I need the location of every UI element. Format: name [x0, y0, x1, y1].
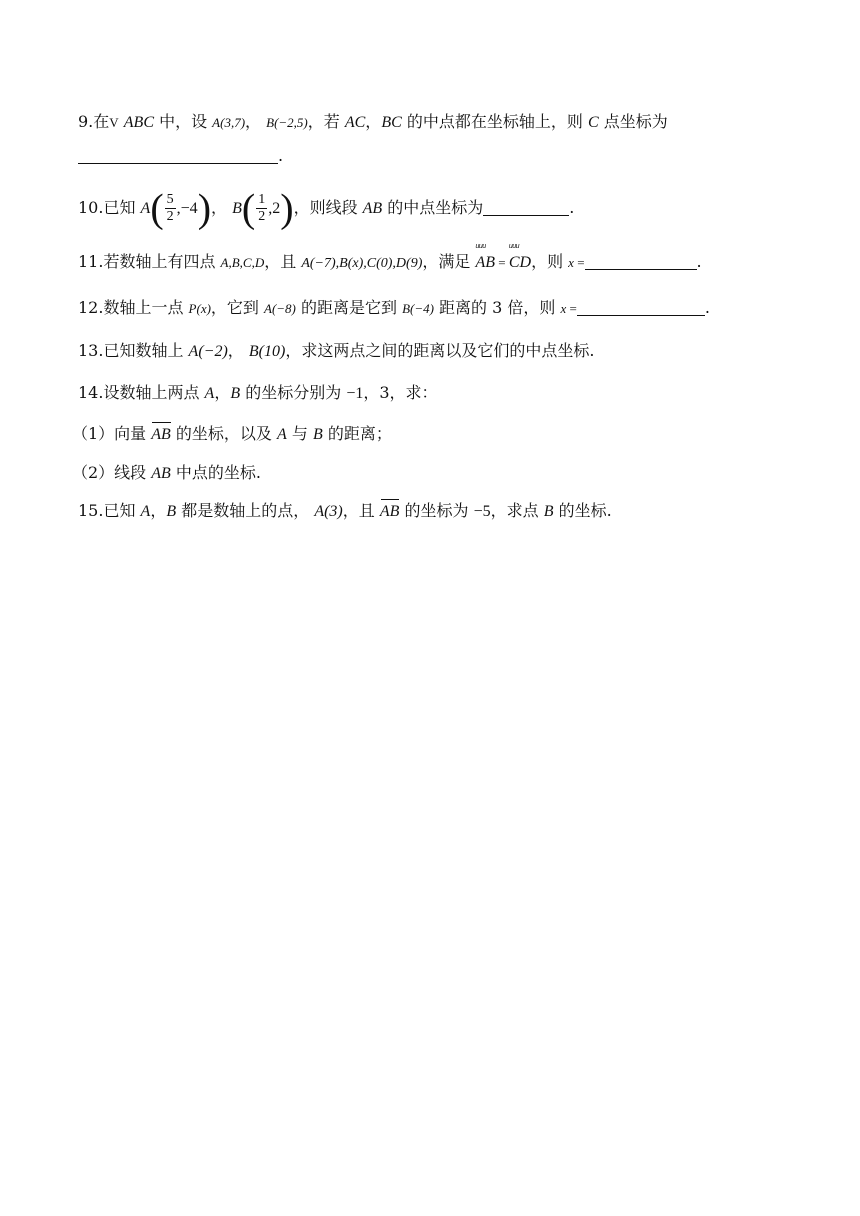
value: −5	[473, 503, 491, 520]
question-14-part-1	[72, 424, 392, 445]
q15-text: 15.已知	[78, 501, 141, 520]
vector-label: AB	[151, 426, 171, 443]
q9-text: ，	[245, 112, 267, 131]
q14-text: （1）向量	[72, 424, 152, 443]
point-b: B(−2,5)	[266, 115, 308, 130]
q10-text: ，则线段	[293, 198, 363, 217]
q15-text: ，且	[342, 501, 380, 520]
left-paren: (	[150, 185, 164, 231]
point-a: A	[140, 503, 151, 520]
question-14-part-2	[72, 463, 262, 484]
point-a-coord: A(3)	[314, 503, 343, 520]
point-c: C	[587, 114, 599, 131]
point-b: B(10)	[248, 343, 286, 360]
segment-ab: AB	[151, 465, 171, 482]
value: 3	[379, 383, 390, 402]
point-a: A	[277, 426, 287, 443]
point-a: A(3,7)	[212, 115, 246, 130]
q12-text: 的距离是它到	[295, 298, 403, 317]
right-paren: )	[280, 185, 294, 231]
q15-text: 都是数轴上的点，	[176, 501, 315, 520]
point-b: B	[543, 503, 554, 520]
coord-rest: ,−4	[176, 200, 198, 217]
vector-ab	[151, 425, 171, 445]
q13-text: ，	[227, 341, 249, 360]
triangle-symbol: V	[109, 115, 119, 130]
points-coords: A(−7),B(x),C(0),D(9)	[301, 256, 423, 271]
q13-text: 13.已知数轴上	[78, 341, 189, 360]
q9-text: 的中点都在坐标轴上，则	[401, 112, 588, 131]
question-12	[78, 298, 710, 319]
vector-ab	[380, 502, 400, 522]
point-b: B	[166, 503, 177, 520]
q11-text: 11.若数轴上有四点	[78, 252, 221, 271]
q14-text: ，求：	[389, 383, 438, 402]
q14-text: ，	[363, 383, 380, 402]
q13-text: ，求这两点之间的距离以及它们的中点坐标.	[285, 341, 595, 360]
q9-text: .	[278, 146, 284, 165]
q14-text: 与	[286, 424, 313, 443]
q9-text: ，	[365, 112, 382, 131]
question-15	[78, 501, 612, 522]
value: −1	[346, 385, 364, 402]
q9-text: ，若	[307, 112, 345, 131]
q9-text: 点坐标为	[598, 112, 668, 131]
fraction-num: 5	[166, 192, 174, 207]
fraction-a	[165, 193, 176, 224]
q15-text: 的坐标为	[399, 501, 474, 520]
q12-text: 距离的 3 倍，则	[433, 298, 561, 317]
triangle-label: ABC	[123, 114, 154, 131]
q9-text: 中，设	[153, 112, 213, 131]
point-a: A(−2)	[188, 343, 228, 360]
answer-blank[interactable]	[577, 299, 705, 316]
q15-text: ，	[150, 501, 167, 520]
q10-text: ，	[211, 198, 228, 217]
vector-bar	[381, 499, 400, 500]
vector-label: CD	[508, 254, 532, 271]
variable-x: x	[560, 301, 567, 316]
q10-text: 的中点坐标为	[382, 198, 484, 217]
q11-text: .	[696, 252, 702, 271]
point-a: A(−8)	[264, 301, 296, 316]
q10-text: .	[569, 198, 575, 217]
vector-ab	[475, 243, 495, 273]
left-paren: (	[241, 185, 256, 231]
question-9-answer	[78, 146, 283, 166]
q12-text: .	[704, 298, 710, 317]
fraction-b	[256, 193, 267, 224]
point-p: P(x)	[188, 301, 211, 316]
vector-label: AB	[379, 503, 400, 520]
equals: =	[573, 255, 585, 270]
vector-label: AB	[475, 254, 495, 271]
q14-text: ，	[214, 383, 231, 402]
question-9	[78, 112, 668, 133]
coord-rest: ,2	[268, 200, 281, 217]
point-a: A	[140, 200, 151, 217]
vector-arrow-icon: uuu	[475, 243, 486, 250]
q10-text: 10.已知	[78, 198, 141, 217]
vector-cd	[508, 243, 532, 273]
segment-ac: AC	[344, 114, 366, 131]
point-b: B(−4)	[402, 301, 434, 316]
q14-text: （2）线段	[72, 463, 152, 482]
q9-text: 9.在	[78, 112, 110, 131]
vector-arrow-icon: uuu	[508, 243, 520, 250]
point-b: B	[312, 426, 323, 443]
question-14	[78, 383, 438, 404]
answer-blank[interactable]	[483, 199, 569, 216]
q15-text: ，求点	[490, 501, 544, 520]
q12-text: ，它到	[210, 298, 265, 317]
right-paren: )	[197, 185, 212, 231]
q11-text: ，且	[264, 252, 302, 271]
q11-text: ，满足	[422, 252, 476, 271]
answer-blank[interactable]	[585, 253, 697, 270]
point-b: B	[232, 200, 242, 217]
fraction-den: 2	[258, 209, 266, 224]
segment-ab: AB	[362, 200, 383, 217]
points-list: A,B,C,D	[220, 255, 265, 270]
equals: =	[495, 255, 509, 270]
fraction-den: 2	[166, 209, 174, 224]
variable-x: x	[568, 255, 574, 270]
q14-text: 14.设数轴上两点	[78, 383, 205, 402]
question-10	[78, 185, 575, 231]
q14-text: 的坐标分别为	[240, 383, 347, 402]
q12-text: 12.数轴上一点	[78, 298, 189, 317]
point-a: A	[204, 385, 215, 402]
q11-text: ，则	[531, 252, 569, 271]
point-b: B	[230, 385, 241, 402]
fraction-num: 1	[258, 192, 266, 207]
q14-text: 中点的坐标.	[170, 463, 262, 482]
q14-text: 的距离；	[322, 424, 392, 443]
question-13	[78, 341, 594, 362]
question-11	[78, 243, 702, 274]
vector-bar	[152, 422, 171, 423]
q14-text: 的坐标，以及	[170, 424, 278, 443]
answer-blank[interactable]	[78, 147, 278, 164]
segment-bc: BC	[381, 114, 402, 131]
q15-text: 的坐标.	[553, 501, 612, 520]
equals: =	[566, 301, 577, 316]
